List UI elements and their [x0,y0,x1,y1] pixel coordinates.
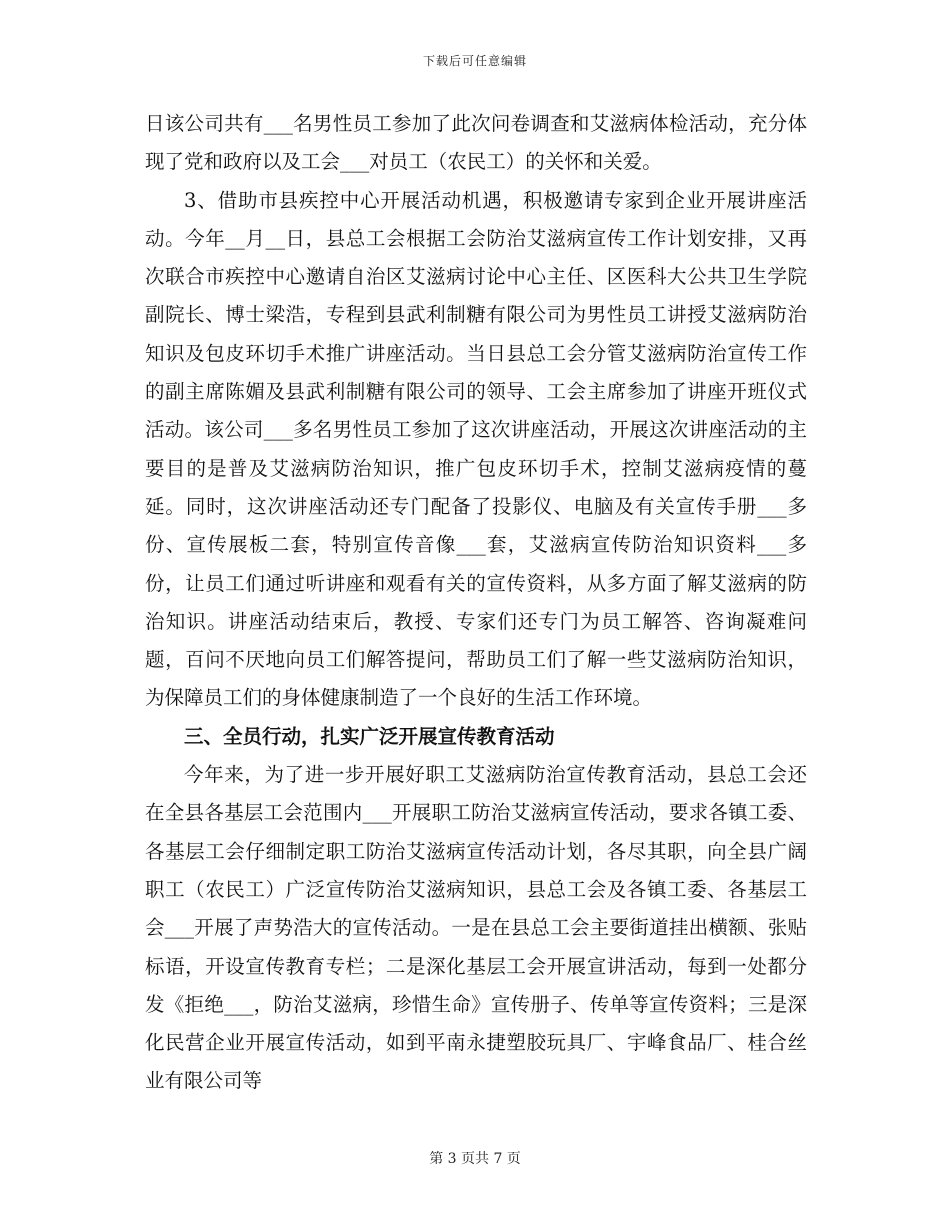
paragraph-publicity-campaign: 今年来，为了进一步开展好职工艾滋病防治宣传教育活动，县总工会还在全县各基层工会范围内___开展职工防治艾滋病宣传活动，要求各镇工委、各基层工会仔细制定职工防治艾滋病宣传活动计划，各尽其职，向全县广阔职工（农民工）广泛宣传防治艾滋病知识，县总工会及各镇工委、各基层工会___开展了声势浩大的宣传活动。一是在县总工会主要街道挂出横额、张贴标语，开设宣传教育专栏；二是深化基层工会开展宣讲活动，每到一处都分发《拒绝___，防治艾滋病，珍惜生命》宣传册子、传单等宣传资料；三是深化民营企业开展宣传活动，如到平南永捷塑胶玩具厂、宇峰食品厂、桂合丝业有限公司等 [145,763,807,1093]
section-heading: 三、全员行动，扎实广泛开展宣传教育活动 [184,724,555,748]
paragraph-continuation: 日该公司共有___名男性员工参加了此次问卷调查和艾滋病体检活动，充分体现了党和政府以及工会___对员工（农民工）的关怀和关爱。 [145,112,807,174]
page-header: 下载后可任意编辑 [422,54,527,68]
document-body [145,105,807,1101]
paragraph-lecture-activity: 3、借助市县疾控中心开展活动机遇，积极邀请专家到企业开展讲座活动。今年__月__日，县总工会根据工会防治艾滋病宣传工作计划安排，又再次联合市疾控中心邀请自治区艾滋病讨论中心主任、区医科大公共卫生学院副院长、博士梁浩，专程到县武利制糖有限公司为男性员工讲授艾滋病防治知识及包皮环切手术推广讲座活动。当日县总工会分管艾滋病防治宣传工作的副主席陈媚及县武利制糖有限公司的领导、工会主席参加了讲座开班仪式活动。该公司___多名男性员工参加了这次讲座活动，开展这次讲座活动的主要目的是普及艾滋病防治知识，推广包皮环切手术，控制艾滋病疫情的蔓延。同时，这次讲座活动还专门配备了投影仪、电脑及有关宣传手册___多份、宣传展板二套，特别宣传音像___套，艾滋病宣传防治知识资料___多份，让员工们通过听讲座和观看有关的宣传资料，从多方面了解艾滋病的防治知识。讲座活动结束后，教授、专家们还专门为员工解答、咨询凝难问题，百问不厌地向员工们解答提问，帮助员工们了解一些艾滋病防治知识，为保障员工们的身体健康制造了一个良好的生活工作环境。 [145,188,807,710]
page-number: 第 3 页共 7 页 [429,1151,521,1167]
